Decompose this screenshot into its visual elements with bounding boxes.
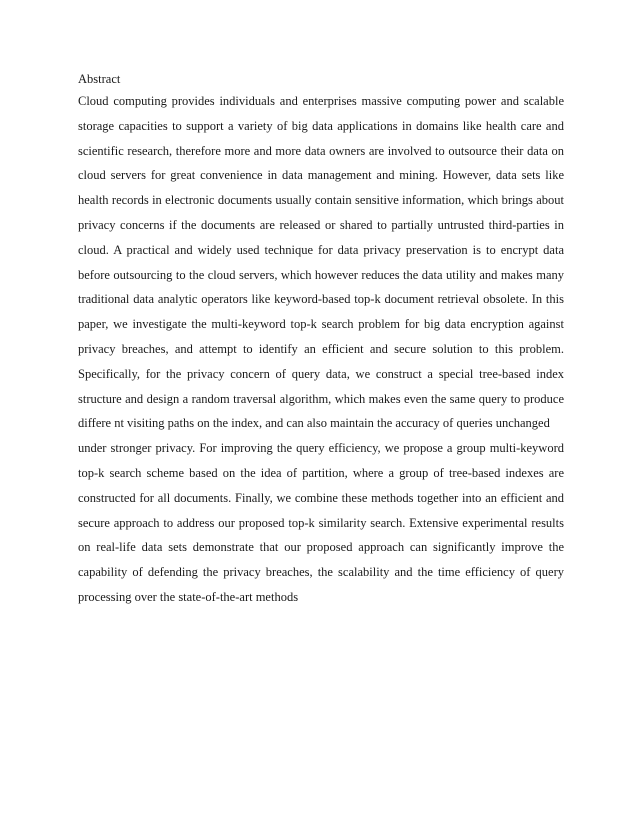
abstract-line: paper, we investigate the multi-keyword top-k search problem for big data encryption against <box>78 317 564 332</box>
abstract-line: Cloud computing provides individuals and enterprises massive computing power and scalable <box>78 94 564 108</box>
abstract-line: differe nt visiting paths on the index, and can also maintain the accuracy of queries unchanged <box>78 416 550 431</box>
abstract-line: cloud. A practical and widely used technique for data privacy preservation is to encrypt data <box>78 242 564 257</box>
abstract-line: processing over the state-of-the-art methods <box>78 589 299 604</box>
abstract-line: before outsourcing to the cloud servers, which however reduces the data utility and makes many <box>78 267 564 282</box>
abstract-line: capability of defending the privacy breaches, the scalability and the time efficiency of query <box>78 565 564 580</box>
abstract-line: privacy concerns if the documents are released or shared to partially untrusted third-parties in <box>78 217 564 232</box>
abstract-line: secure approach to address our proposed top-k similarity search. Extensive experimental results <box>78 515 564 530</box>
abstract-line: structure and design a random traversal algorithm, which makes even the same query to produce <box>78 391 564 406</box>
abstract-line: privacy breaches, and attempt to identify an efficient and secure solution to this problem. <box>78 341 564 356</box>
abstract-line: health records in electronic documents usually contain sensitive information, which brings about <box>78 193 564 208</box>
abstract-line: top-k search scheme based on the idea of partition, where a group of tree-based indexes are <box>78 465 564 480</box>
abstract-line: under stronger privacy. For improving the query efficiency, we propose a group multi-keyword <box>78 441 564 456</box>
abstract-heading: Abstract <box>78 72 121 86</box>
abstract-line: Specifically, for the privacy concern of query data, we construct a special tree-based index <box>78 366 564 381</box>
abstract-body <box>78 89 564 610</box>
abstract-line: constructed for all documents. Finally, we combine these methods together into an efficient and <box>78 490 564 505</box>
abstract-line: on real-life data sets demonstrate that our proposed approach can significantly improve the <box>78 540 564 555</box>
abstract-line: scientific research, therefore more and more data owners are involved to outsource their data on <box>78 143 564 158</box>
abstract-line: traditional data analytic operators like keyword-based top-k document retrieval obsolete. In this <box>78 292 564 307</box>
abstract-line: storage capacities to support a variety of big data applications in domains like health care and <box>78 118 564 133</box>
abstract-line: cloud servers for great convenience in data management and mining. However, data sets like <box>78 168 564 183</box>
abstract-section <box>78 70 564 610</box>
